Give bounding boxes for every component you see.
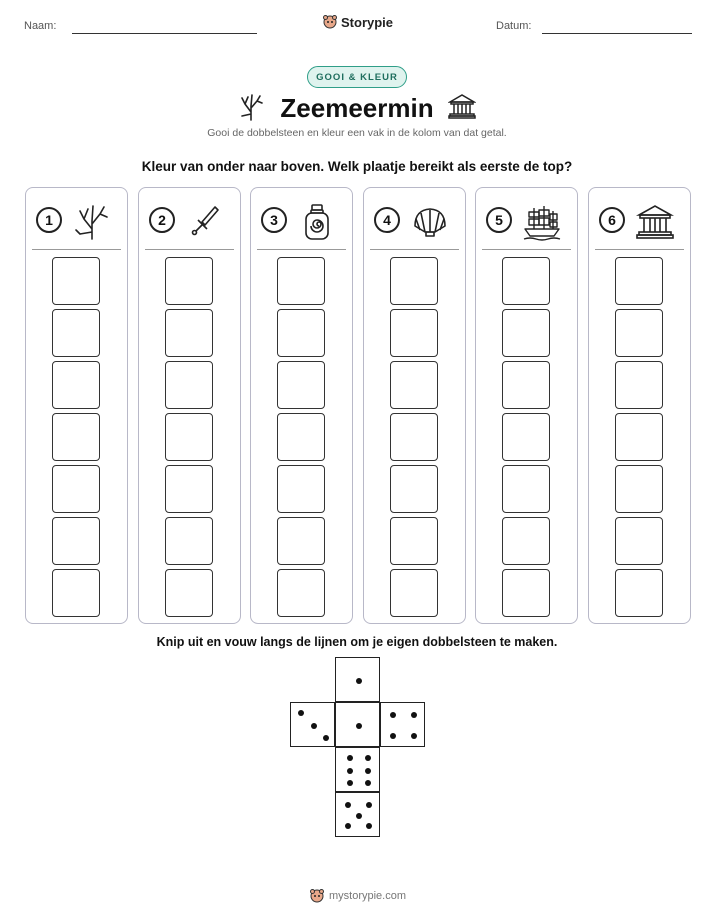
color-box[interactable] [502,569,550,617]
column-number: 4 [374,207,400,233]
column-divider [145,249,234,250]
die-pip [390,733,396,739]
column-header [36,202,118,242]
color-box[interactable] [390,413,438,461]
color-box[interactable] [52,257,100,305]
color-box[interactable] [502,309,550,357]
color-box[interactable] [615,257,663,305]
color-box[interactable] [502,257,550,305]
die-pip [365,755,371,761]
footer-url[interactable]: mystorypie.com [329,890,407,902]
color-box[interactable] [502,465,550,513]
page-subtitle: Gooi de dobbelsteen en kleur een vak in de kolom van dat getal. [207,127,507,139]
die-pip [366,823,372,829]
die-instruction: Knip uit en vouw langs de lijnen om je eigen dobbelsteen te maken. [156,635,558,649]
column-5 [475,187,578,624]
color-box[interactable] [52,413,100,461]
color-box[interactable] [277,413,325,461]
die-pip [411,712,417,718]
brand-logo [322,14,393,30]
color-box[interactable] [277,361,325,409]
game-instruction: Kleur van onder naar boven. Welk plaatje bereikt als eerste de top? [141,159,573,174]
die-pip [366,802,372,808]
color-box[interactable] [165,413,213,461]
column-header [486,202,568,242]
game-type-badge: GOOI & KLEUR [307,66,407,88]
die-pip [365,768,371,774]
die-pip [365,780,371,786]
die-pip [411,733,417,739]
column-header [149,202,231,242]
die-pip [345,802,351,808]
color-box[interactable] [277,309,325,357]
column-divider [32,249,121,250]
storypie-logo-icon [322,14,338,30]
color-box[interactable] [52,361,100,409]
color-box[interactable] [390,257,438,305]
color-box[interactable] [615,517,663,565]
die-face-6 [335,747,380,792]
color-box[interactable] [165,517,213,565]
die-pip [347,755,353,761]
color-box[interactable] [165,257,213,305]
die-pip [356,723,362,729]
column-divider [370,249,459,250]
die-pip [323,735,329,741]
column-6 [588,187,691,624]
color-box[interactable] [165,309,213,357]
die-face-1 [335,702,380,747]
column-number: 3 [261,207,287,233]
color-box[interactable] [52,309,100,357]
color-box[interactable] [502,413,550,461]
column-number: 2 [149,207,175,233]
sailing-ship-icon [522,202,562,247]
column-header [374,202,456,242]
column-number: 1 [36,207,62,233]
color-box[interactable] [165,569,213,617]
color-box[interactable] [615,361,663,409]
column-header [261,202,343,242]
brand-name: Storypie [341,14,394,30]
die-face-3 [290,702,335,747]
die-pip [345,823,351,829]
column-header [599,202,681,242]
potion-bottle-icon [297,202,337,247]
die-pip [311,723,317,729]
die-face-5 [335,792,380,837]
color-box[interactable] [52,517,100,565]
color-box[interactable] [277,257,325,305]
color-box[interactable] [165,361,213,409]
column-number: 6 [599,207,625,233]
color-box[interactable] [52,465,100,513]
color-box[interactable] [390,361,438,409]
color-box[interactable] [390,569,438,617]
coral-icon [72,202,112,247]
column-divider [482,249,571,250]
seashell-icon [410,202,450,247]
column-4 [363,187,466,624]
storypie-logo-icon [309,888,325,904]
die-pip [356,678,362,684]
date-label: Datum: [496,20,532,32]
temple-icon [635,202,675,247]
color-box[interactable] [390,465,438,513]
color-box[interactable] [390,517,438,565]
name-line[interactable] [72,33,257,34]
color-box[interactable] [615,309,663,357]
footer [309,888,406,904]
die-pip [347,780,353,786]
color-box[interactable] [615,465,663,513]
die-pip [298,710,304,716]
color-box[interactable] [165,465,213,513]
die-pip [356,813,362,819]
die-pip [347,768,353,774]
column-divider [595,249,684,250]
color-box[interactable] [277,465,325,513]
color-box[interactable] [502,517,550,565]
color-box[interactable] [277,517,325,565]
color-box[interactable] [277,569,325,617]
die-pip [390,712,396,718]
color-box[interactable] [502,361,550,409]
die-face-1 [335,657,380,702]
column-1 [25,187,128,624]
color-box[interactable] [615,413,663,461]
temple-icon [448,92,476,120]
column-2 [138,187,241,624]
color-box[interactable] [390,309,438,357]
name-label: Naam: [24,20,57,32]
color-box[interactable] [615,569,663,617]
die-face-4 [380,702,425,747]
dagger-icon [185,202,225,247]
column-3 [250,187,353,624]
column-number: 5 [486,207,512,233]
page-title: Zeemeermin [280,93,434,123]
date-line[interactable] [542,33,692,34]
column-divider [257,249,346,250]
color-box[interactable] [52,569,100,617]
